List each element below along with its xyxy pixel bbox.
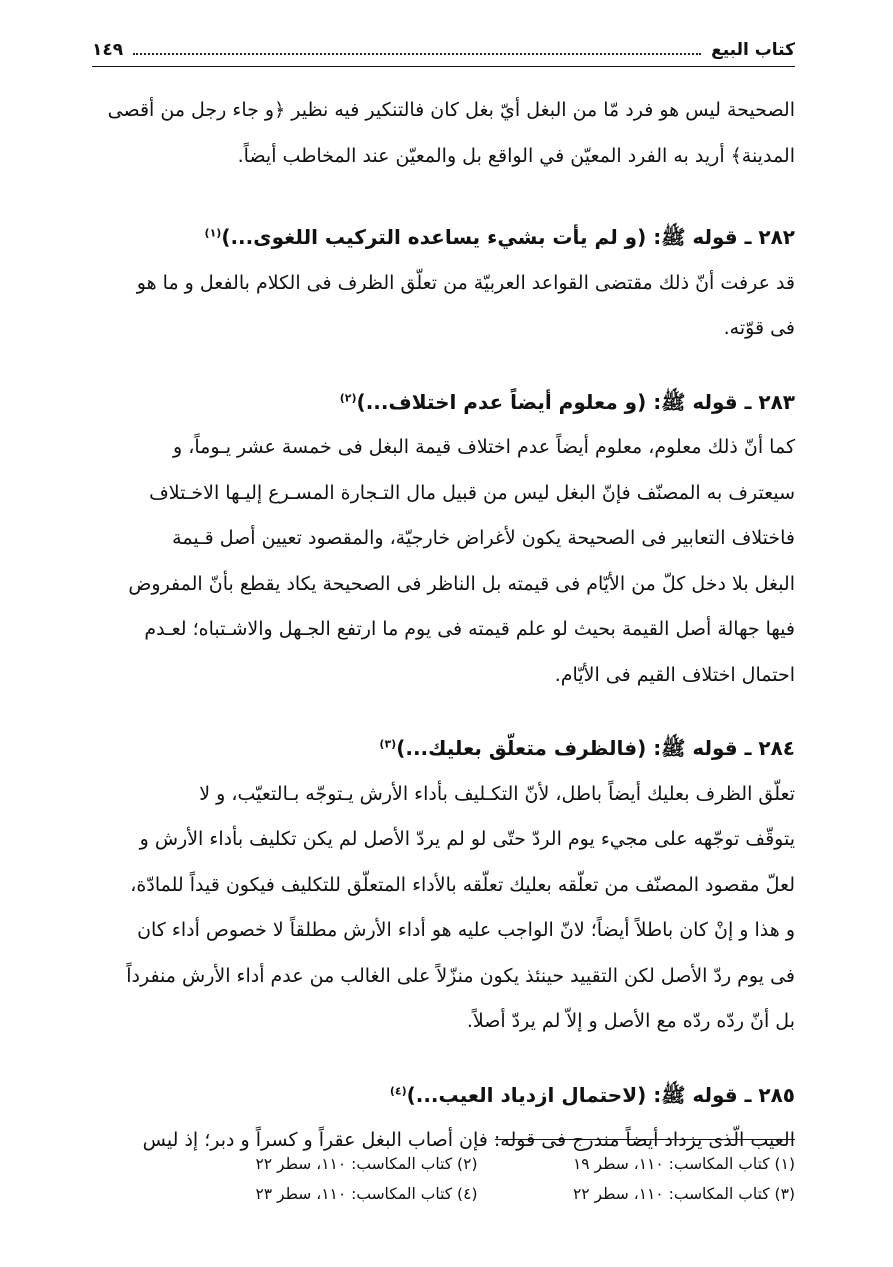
- leader-dots: [133, 43, 701, 55]
- footnote-item: (٣) كتاب المكاسب: ١١٠، سطر ٢٢: [572, 1185, 795, 1203]
- footnote-ref: (١): [204, 226, 222, 240]
- text-line: الصحيحة ليس هو فرد مّا من البغل أيّ بغل كان فالتنكير فيه نظير ﴿و جاء رجل من أقصى: [107, 99, 795, 121]
- text-line: المدينة﴾ أريد به الفرد المعيّن في الواقع بل والمعيّن عند المخاطب أيضاً.: [237, 144, 795, 167]
- text-line: فى يوم ردّ الأصل لكن التقييد حينئذ يكون منزّلاً على الغالب من عدم أداء الأرش منفرداً: [126, 964, 795, 987]
- text-line: و هذا و إنْ كان باطلاً أيضاً؛ لانّ الواجب عليه هو أداء الأرش مطلقاً لا خصوص أداء كان: [137, 919, 795, 941]
- text-line: سيعترف به المصنّف فإنّ البغل ليس من قبيل مال التـجارة المسـرع إليـها الاخـتلاف: [149, 481, 795, 504]
- footnote-item: (١) كتاب المكاسب: ١١٠، سطر ١٩: [572, 1155, 795, 1173]
- text-line: فاختلاف التعابير فى الصحيحة يكون لأغراض خارجيّة، والمقصود تعيين أصل قـيمة: [172, 527, 795, 549]
- running-header: [92, 40, 795, 67]
- text-line: العيب الّذى يزداد أيضاً مندرج فى قوله: فإن أصاب البغل عقراً و كسراً و دبر؛ إذ ليس: [142, 1129, 795, 1151]
- text-line: يتوقّف توجّهه على مجيء يوم الردّ حتّى لو لم يردّ الأصل لم يكن تكليف بأداء الأرش و: [139, 828, 795, 850]
- footnotes: [160, 1150, 795, 1208]
- page-number: ١٤٩: [92, 40, 124, 60]
- footnote-item: (٢) كتاب المكاسب: ١١٠، سطر ٢٢: [255, 1155, 478, 1173]
- text-line: لعلّ مقصود المصنّف من تعلّقه بعليك تعلّقه بالأداء المتعلّق للتكليف فيكون قيداً للمادّة،: [130, 873, 795, 896]
- footnote-ref: (٢): [339, 390, 357, 404]
- footnote-ref: (٣): [379, 737, 397, 751]
- footnote-divider: [495, 1139, 795, 1140]
- section-heading-282: ٢٨٢ ـ قوله ﷺ: (و لم يأت بشيء يساعده التركيب اللغوى...)$^{(١)}$: [204, 225, 795, 249]
- text-line: قد عرفت أنّ ذلك مقتضى القواعد العربيّة من تعلّق الظرف فى الكلام بالفعل و ما هو: [136, 271, 795, 294]
- text-line: تعلّق الظرف بعليك أيضاً باطل، لأنّ التكـليف بأداء الأرش يـتوجّه بـالتعيّب، و لا: [199, 782, 795, 805]
- text-line: احتمال اختلاف القيم فى الأيّام.: [554, 663, 795, 686]
- text-line: بل أنّ ردّه ردّه مع الأصل و إلاّ لم يردّ أصلاً.: [466, 1010, 795, 1032]
- text-line: البغل بلا دخل كلّ من الأيّام فى قيمته بل الناظر فى الصحيحة يكاد يقطع بأنّ المفروض: [128, 572, 795, 595]
- section-heading-283: ٢٨٣ ـ قوله ﷺ: (و معلوم أيضاً عدم اختلاف...)$^{(٢)}$: [339, 389, 795, 414]
- section-heading-284: ٢٨٤ ـ قوله ﷺ: (فالظرف متعلّق بعليك...)$^{(٣)}$: [379, 736, 795, 760]
- section-heading-285: ٢٨٥ ـ قوله ﷺ: (لاحتمال ازدياد العيب...)$^{(٤)}$: [389, 1082, 795, 1107]
- footnote-ref: (٤): [389, 1083, 407, 1097]
- text-line: كما أنّ ذلك معلوم، معلوم أيضاً عدم اختلاف قيمة البغل فى خمسة عشر يـوماً، و: [173, 436, 795, 458]
- text-line: فيها جهالة أصل القيمة بحيث لو علم قيمته فى يوم ما ارتفع الجـهل والاشـتباه؛ لعـدم: [144, 618, 795, 640]
- book-title: كتاب البيع: [711, 40, 795, 60]
- footnote-item: (٤) كتاب المكاسب: ١١٠، سطر ٢٣: [255, 1185, 478, 1203]
- text-line: فى قوّته.: [723, 317, 795, 339]
- main-text: [92, 88, 795, 1164]
